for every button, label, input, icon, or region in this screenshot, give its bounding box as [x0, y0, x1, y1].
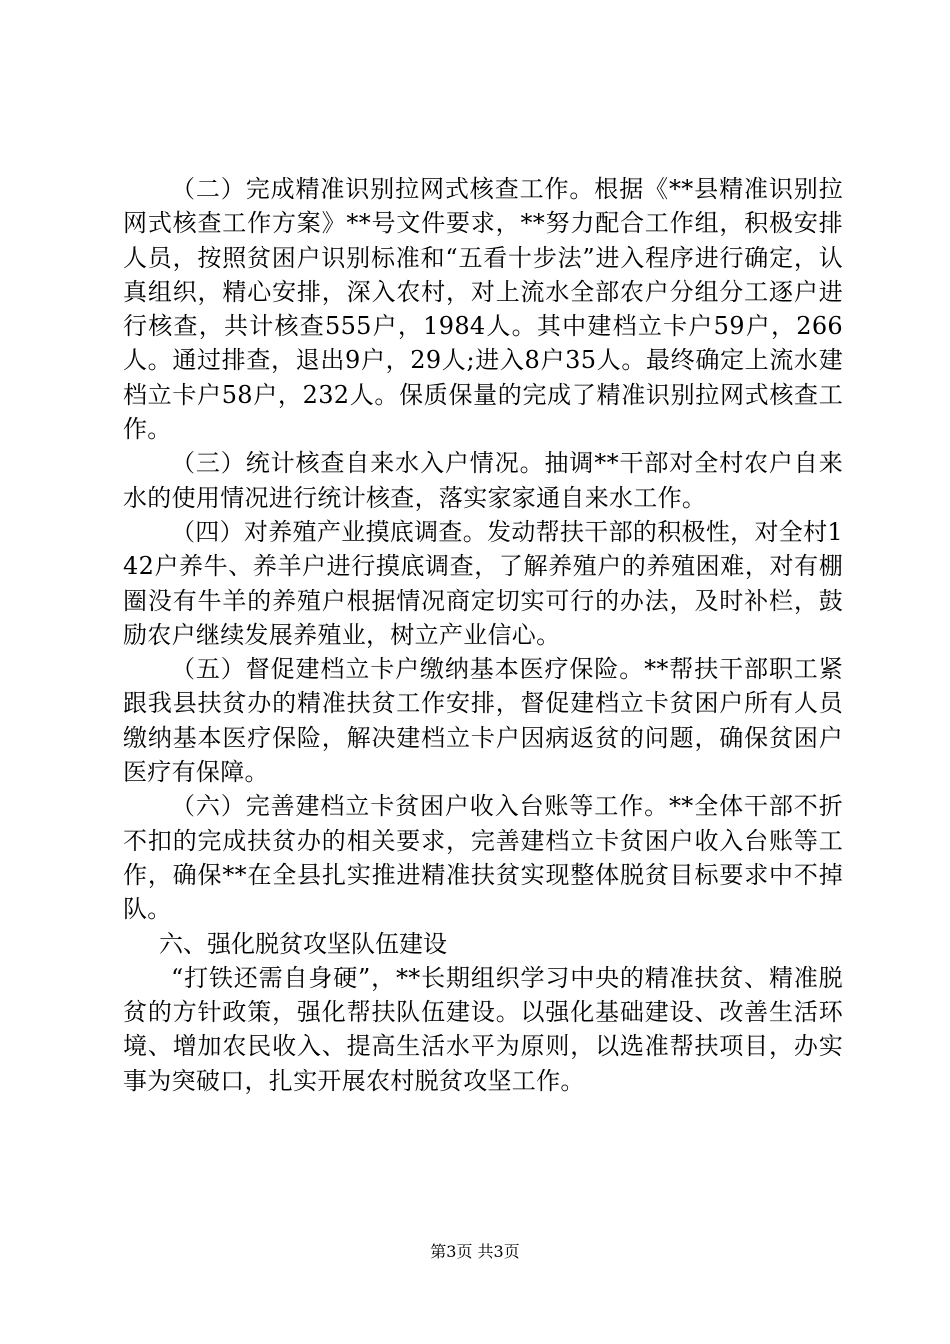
document-body	[123, 172, 843, 1098]
paragraph-item-3: （三）统计核查自来水入户情况。抽调**干部对全村农户自来水的使用情况进行统计核查，落实家家通自来水工作。	[123, 449, 843, 512]
paragraph-item-2: （二）完成精准识别拉网式核查工作。根据《**县精准识别拉网式核查工作方案》**号文件要求，**努力配合工作组，积极安排人员，按照贫困户识别标准和“五看十步法”进入程序进行确定，认真组织，精心安排，深入农村，对上流水全部农户分组分工逐户进行核查，共计核查555户，1984人。其中建档立卡户59户，266人。通过排查，退出9户，29人;进入8户35人。最终确定上流水建档立卡户58户，232人。保质保量的完成了精准识别拉网式核查工作。	[123, 175, 843, 444]
final-paragraph: “打铁还需自身硬”，**长期组织学习中央的精准扶贫、精准脱贫的方针政策，强化帮扶队伍建设。以强化基础建设、改善生活环境、增加农民收入、提高生活水平为原则，以选准帮扶项目，办实事为突破口，扎实开展农村脱贫攻坚工作。	[123, 963, 843, 1095]
paragraph-item-6: （六）完善建档立卡贫困户收入台账等工作。**全体干部不折不扣的完成扶贫办的相关要求，完善建档立卡贫困户收入台账等工作，确保**在全县扎实推进精准扶贫实现整体脱贫目标要求中不掉队。	[123, 792, 843, 924]
paragraph-item-5: （五）督促建档立卡户缴纳基本医疗保险。**帮扶干部职工紧跟我县扶贫办的精准扶贫工作安排，督促建档立卡贫困户所有人员缴纳基本医疗保险，解决建档立卡户因病返贫的问题，确保贫困户医疗有保障。	[123, 655, 843, 787]
section-heading: 六、强化脱贫攻坚队伍建设	[159, 929, 447, 958]
paragraph-item-4: （四）对养殖产业摸底调查。发动帮扶干部的积极性，对全村142户养牛、养羊户进行摸底调查，了解养殖户的养殖困难，对有棚圈没有牛羊的养殖户根据情况商定切实可行的办法，及时补栏，鼓励农户继续发展养殖业，树立产业信心。	[123, 517, 843, 649]
page-footer: 第3页 共3页	[430, 1242, 520, 1261]
